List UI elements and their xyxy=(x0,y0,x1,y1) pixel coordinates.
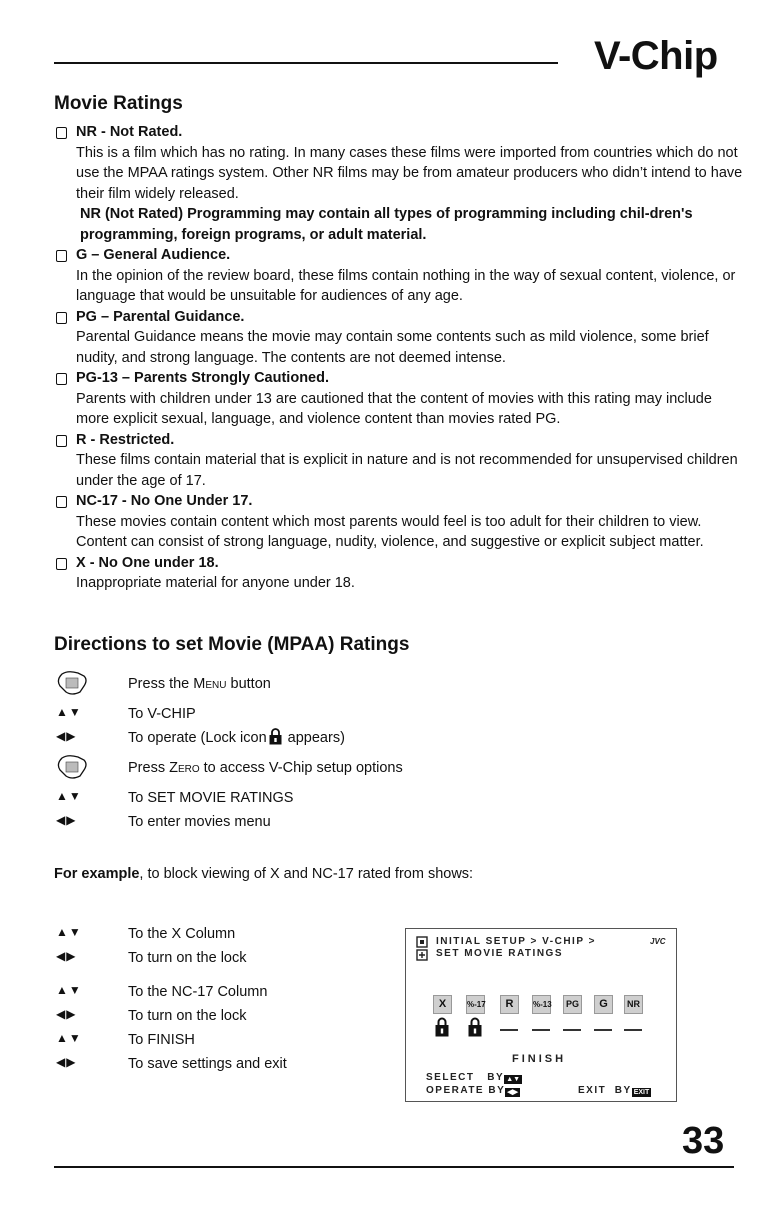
rating-r xyxy=(54,430,744,492)
step-set-movie-ratings xyxy=(54,788,654,810)
header-rule xyxy=(54,62,558,64)
rating-desc: In the opinion of the review board, these films contain nothing in the way of sexual content, violence, or language that would be unsuitable for audiences of any age. xyxy=(76,267,736,304)
rating-title: PG – Parental Guidance. xyxy=(76,308,245,325)
step-enter-movies-menu xyxy=(54,812,654,834)
rating-x xyxy=(54,553,744,594)
page-title: V-Chip xyxy=(594,34,718,78)
exit-button-icon: EXIT xyxy=(633,1089,650,1096)
rating-desc: Inappropriate material for anyone under 18. xyxy=(76,575,355,591)
step-text: To V-CHIP xyxy=(128,706,196,722)
step-text: To the X Column xyxy=(128,926,236,942)
osd-finish: FINISH xyxy=(512,1053,567,1065)
rating-nc17 xyxy=(54,491,744,553)
menu-lock-icon xyxy=(416,936,428,948)
unlocked-dash xyxy=(532,1029,550,1031)
step-text: To save settings and exit xyxy=(128,1056,287,1072)
movie-ratings-heading: Movie Ratings xyxy=(54,93,183,114)
rating-warning: NR (Not Rated) Programming may contain all types of programming including chil-dren's programming, foreign programs, or adult material. xyxy=(80,206,693,243)
left-right-arrows-icon: ◀▶ xyxy=(56,1055,77,1069)
rating-column-pg: PG xyxy=(563,995,582,1014)
up-down-arrows-icon: ▲▼ xyxy=(56,983,82,997)
osd-screen xyxy=(405,928,677,1102)
by-label: BY xyxy=(614,1085,632,1096)
step-menu xyxy=(54,674,654,696)
rating-desc: This is a film which has no rating. In many cases these films were imported from countries which do not use the MPAA ratings system. Other NR films may be from amateur producers who didn’t intend to have their film widely released. xyxy=(76,144,743,202)
checkbox-bullet-icon xyxy=(56,496,67,508)
lock-icon xyxy=(269,728,282,745)
up-down-arrows-icon: ▲▼ xyxy=(56,925,82,939)
checkbox-bullet-icon xyxy=(56,558,67,570)
osd-subtitle: SET MOVIE RATINGS xyxy=(436,948,563,959)
directions-heading: Directions to set Movie (MPAA) Ratings xyxy=(54,634,410,655)
menu-key-label: Menu xyxy=(193,676,227,692)
example-bold: For example xyxy=(54,866,140,882)
remote-hand-icon xyxy=(54,670,90,696)
menu-lock-icon xyxy=(416,949,428,961)
rating-column-x: X xyxy=(433,995,452,1014)
rating-title: G – General Audience. xyxy=(76,247,231,263)
step-text-post: button xyxy=(226,676,271,692)
step-text: To turn on the lock xyxy=(128,1008,247,1024)
rating-column-r: R xyxy=(500,995,519,1014)
select-label: SELECT xyxy=(426,1072,475,1083)
page-number: 33 xyxy=(682,1120,725,1162)
step-text: To turn on the lock xyxy=(128,950,247,966)
checkbox-bullet-icon xyxy=(56,127,67,139)
checkbox-bullet-icon xyxy=(56,312,67,324)
rating-title: NR - Not Rated. xyxy=(76,124,183,140)
jvc-logo: JVC xyxy=(650,937,666,946)
step-to-vchip xyxy=(54,704,654,726)
step-text: To the NC-17 Column xyxy=(128,984,268,1000)
step-text-post: to access V-Chip setup options xyxy=(199,760,403,776)
rating-title: R - Restricted. xyxy=(76,431,175,448)
example-intro xyxy=(54,866,473,882)
up-down-arrows-icon: ▲▼ xyxy=(56,705,82,719)
unlocked-dash xyxy=(594,1029,612,1031)
rating-title: PG-13 – Parents Strongly Cautioned. xyxy=(76,370,329,386)
rating-pg13 xyxy=(54,368,744,430)
up-down-arrows-icon: ▲▼ xyxy=(56,1031,82,1045)
footer-rule xyxy=(54,1166,734,1168)
updown-button-icon: ▲▼ xyxy=(506,1076,521,1083)
step-text-b: appears) xyxy=(283,730,345,746)
rating-title: X - No One under 18. xyxy=(76,554,219,571)
rating-column-nr: NR xyxy=(624,995,643,1014)
osd-breadcrumb: INITIAL SETUP > V-CHIP > xyxy=(436,936,596,947)
step-operate xyxy=(54,728,654,750)
exit-label: EXIT xyxy=(578,1085,607,1096)
left-right-arrows-icon: ◀▶ xyxy=(56,949,77,963)
step-text-a: To operate (Lock icon xyxy=(128,730,267,746)
lock-icon-x xyxy=(435,1017,449,1037)
rating-pg xyxy=(54,307,744,369)
step-text: To SET MOVIE RATINGS xyxy=(128,790,294,806)
by-label: BY xyxy=(488,1085,506,1096)
step-text: To FINISH xyxy=(128,1032,195,1048)
unlocked-dash xyxy=(563,1029,581,1031)
step-text: To enter movies menu xyxy=(128,814,271,830)
step-zero xyxy=(54,758,654,780)
rating-desc: Parents with children under 13 are cautioned that the content of movies with this rating may include more explicit sexual, language, and violence content than movies rated PG. xyxy=(76,390,712,427)
operate-label: OPERATE xyxy=(426,1085,485,1096)
osd-operate-hint xyxy=(426,1085,520,1097)
step-text-pre: Press xyxy=(128,760,170,776)
left-right-arrows-icon: ◀▶ xyxy=(56,813,77,827)
zero-key-label: Zero xyxy=(169,760,200,776)
osd-exit-hint xyxy=(578,1085,651,1097)
remote-hand-icon xyxy=(54,754,90,780)
left-right-arrows-icon: ◀▶ xyxy=(56,729,77,743)
rating-nr xyxy=(54,122,744,245)
checkbox-bullet-icon xyxy=(56,373,67,385)
lock-icon-nc17 xyxy=(468,1017,482,1037)
rating-column-pg13: %-13 xyxy=(532,995,551,1014)
left-right-arrows-icon: ◀▶ xyxy=(56,1007,77,1021)
ratings-list xyxy=(54,122,744,594)
unlocked-dash xyxy=(500,1029,518,1031)
rating-column-g: G xyxy=(594,995,613,1014)
leftright-button-icon: ◀▶ xyxy=(507,1089,519,1096)
rating-desc: These movies contain content which most parents would feel is too adult for their children to view. Content can consist of strong language, nudity, violence, and suggestive or explicit subject matter. xyxy=(76,513,704,550)
checkbox-bullet-icon xyxy=(56,250,67,262)
by-label: BY xyxy=(487,1072,505,1083)
up-down-arrows-icon: ▲▼ xyxy=(56,789,82,803)
example-rest: , to block viewing of X and NC-17 rated from shows: xyxy=(139,866,474,882)
checkbox-bullet-icon xyxy=(56,435,67,447)
rating-desc: Parental Guidance means the movie may contain some contents such as mild violence, some brief nudity, and strong language. The contents are not deemed intense. xyxy=(76,329,709,366)
rating-desc: These films contain material that is explicit in nature and is not recommended for unsupervised children under the age of 17. xyxy=(76,452,738,489)
osd-select-hint xyxy=(426,1072,522,1084)
step-text-pre: Press the xyxy=(128,676,194,692)
unlocked-dash xyxy=(624,1029,642,1031)
rating-g xyxy=(54,245,744,307)
rating-column-nc17: %-17 xyxy=(466,995,485,1014)
rating-title: NC-17 - No One Under 17. xyxy=(76,493,253,509)
